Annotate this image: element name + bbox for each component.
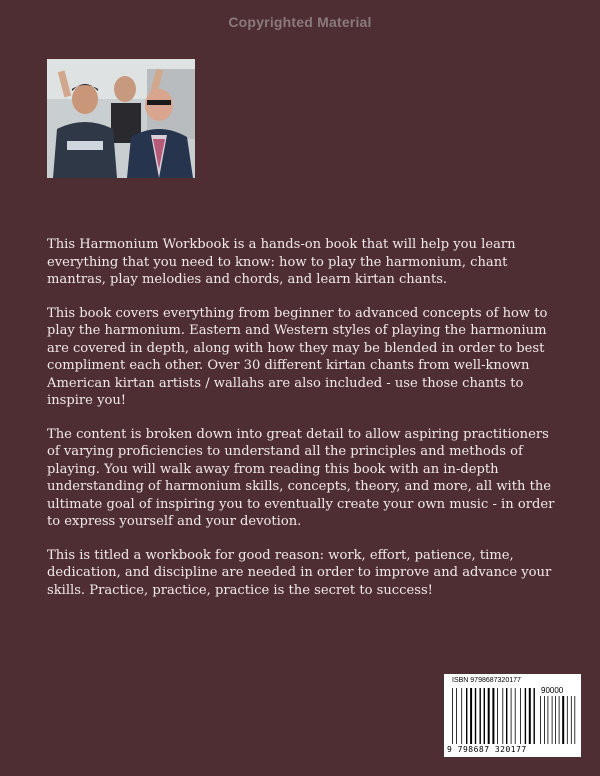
barcode-bar: [529, 688, 531, 744]
barcode-bar: [548, 696, 549, 744]
barcode-bar: [488, 688, 490, 744]
barcode-bar: [511, 688, 512, 744]
author-group-photo: [47, 59, 195, 178]
barcode-bar: [461, 688, 462, 744]
barcode-bar: [567, 696, 568, 744]
isbn-digits: 9 798687 320177: [447, 745, 527, 754]
barcode-bar: [544, 696, 545, 744]
description-paragraph-3: The content is broken down into great detail to allow aspiring practitioners of varying proficiencies to understand all the principles and methods of playing. You will walk away from reading this book with an in-depth understanding of harmonium skills, concepts, theory, and more, all with the ultimate goal of inspiring you to eventually create your own music - in order to express yourself and your devotion.: [47, 426, 555, 529]
barcode-bar: [492, 688, 494, 744]
barcode-bars: [452, 688, 536, 744]
barcode-bar: [540, 696, 541, 744]
barcode-bar: [502, 688, 503, 744]
barcode-bar: [534, 688, 535, 744]
isbn-barcode: [444, 674, 581, 757]
barcode-bar: [452, 688, 453, 744]
barcode-bar: [574, 696, 575, 744]
isbn-label: ISBN 9798687320177: [452, 677, 521, 684]
barcode-bar: [562, 696, 564, 744]
barcode-bar: [475, 688, 476, 744]
barcode-bar: [480, 688, 481, 744]
barcode-bar: [506, 688, 507, 744]
barcode-bar: [559, 696, 560, 744]
description-paragraph-4: This is titled a workbook for good reason: work, effort, patience, time, dedication, and discipline are needed in order to improve and advance your skills. Practice, practice, practice is the secret to success!: [47, 547, 552, 598]
description-paragraph-1: This Harmonium Workbook is a hands-on book that will help you learn everything that you need to know: how to play the harmonium, chant mantras, play melodies and chords, and learn kirtan chants.: [47, 237, 516, 287]
barcode-bar: [466, 688, 467, 744]
description-paragraph-2: This book covers everything from beginner to advanced concepts of how to play the harmonium. Eastern and Western styles of playing the harmonium are covered in depth, along with how they may be blended in order to best compliment each other. Over 30 different kirtan chants from well-known American kirtan artists / wallahs are also included - use those chants to inspire you!: [47, 305, 548, 408]
barcode-bar: [552, 696, 553, 744]
group-photo-icon: [47, 59, 195, 178]
barcode-bar: [555, 696, 556, 744]
barcode-bar: [484, 688, 485, 744]
barcode-addon-bars: [540, 696, 576, 744]
barcode-bar: [520, 688, 521, 744]
barcode-bar: [470, 688, 472, 744]
price-code: 90000: [541, 686, 564, 695]
barcode-bar: [515, 688, 516, 744]
copyright-watermark-top: Copyrighted Material: [228, 14, 372, 30]
barcode-bar: [571, 696, 572, 744]
book-description: [47, 236, 562, 615]
barcode-bar: [456, 688, 457, 744]
barcode-bar: [525, 688, 526, 744]
barcode-bar: [497, 688, 498, 744]
